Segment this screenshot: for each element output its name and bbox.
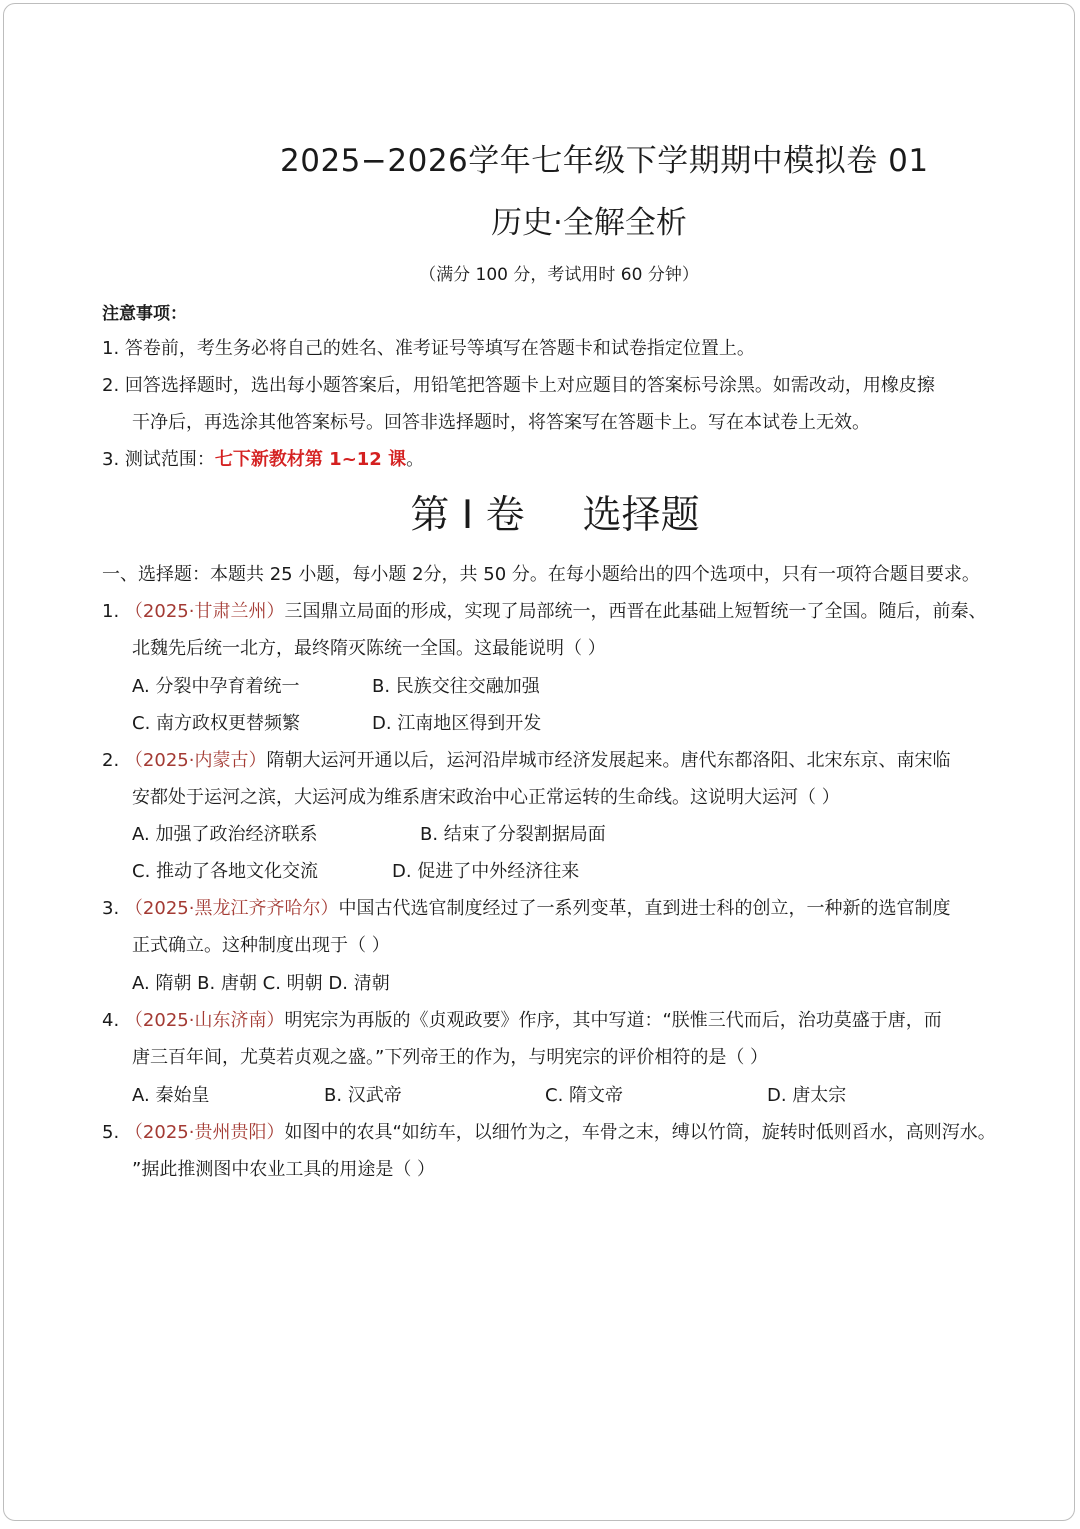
- question-source: （2025·内蒙古）: [124, 750, 267, 771]
- question-5-line-1: [102, 1120, 996, 1146]
- exam-title: 2025−2026学年七年级下学期期中模拟卷 01: [280, 143, 929, 179]
- question-text: 隋朝大运河开通以后，运河沿岸城市经济发展起来。唐代东都洛阳、北宋东京、南宋临: [266, 750, 951, 771]
- question-source: （2025·黑龙江齐齐哈尔）: [124, 898, 339, 919]
- question-source: （2025·山东济南）: [124, 1010, 285, 1031]
- question-number: 2.: [102, 750, 120, 771]
- question-number: 3.: [102, 898, 120, 919]
- question-number: 5.: [102, 1122, 120, 1143]
- question-text: 中国古代选官制度经过了一系列变革，直到进士科的创立，一种新的选官制度: [338, 898, 951, 919]
- question-2-line-2: 安都处于运河之滨，大运河成为维系唐宋政治中心正常运转的生命线。这说明大运河（ ）: [132, 787, 840, 808]
- question-1-option-b: B. 民族交往交融加强: [372, 676, 540, 697]
- question-1-line-1: [102, 599, 986, 625]
- question-2-option-d: D. 促进了中外经济往来: [392, 861, 580, 882]
- question-1-option-d: D. 江南地区得到开发: [372, 713, 542, 734]
- question-4-option-a: A. 秦始皇: [132, 1085, 210, 1106]
- notice-item-3-prefix: 3. 测试范围：: [102, 449, 215, 470]
- question-3-line-1: [102, 896, 950, 922]
- question-4-option-c: C. 隋文帝: [545, 1085, 624, 1106]
- question-4-option-b: B. 汉武帝: [324, 1085, 402, 1106]
- exam-info: （满分 100 分，考试用时 60 分钟）: [419, 265, 699, 285]
- question-4-line-2: 唐三百年间，尤莫若贞观之盛。”下列帝王的作为，与明宪宗的评价相符的是（ ）: [132, 1047, 769, 1068]
- exam-page: [3, 3, 1075, 1521]
- question-4-line-1: [102, 1008, 942, 1034]
- question-5-line-2: ”据此推测图中农业工具的用途是（ ）: [132, 1159, 436, 1180]
- question-2-option-b: B. 结束了分裂割据局面: [420, 824, 606, 845]
- question-number: 4.: [102, 1010, 120, 1031]
- question-3-line-2: 正式确立。这种制度出现于（ ）: [132, 935, 390, 956]
- notice-item-2-line-1: 2. 回答选择题时，选出每小题答案后，用铅笔把答题卡上对应题目的答案标号涂黑。如需改动，用橡皮擦: [102, 375, 935, 396]
- notice-item-2-line-2: 干净后，再选涂其他答案标号。回答非选择题时，将答案写在答题卡上。写在本试卷上无效。: [132, 412, 870, 433]
- question-number: 1.: [102, 601, 120, 622]
- question-text: 如图中的农具“如纺车，以细竹为之，车骨之末，缚以竹筒，旋转时低则舀水，高则泻水。: [284, 1122, 996, 1143]
- notice-item-3-suffix: 。: [406, 449, 425, 470]
- section-part: 第 Ⅰ 卷: [410, 493, 525, 538]
- question-source: （2025·贵州贵阳）: [124, 1122, 285, 1143]
- notice-item-1: 1. 答卷前，考生务必将自己的姓名、准考证号等填写在答题卡和试卷指定位置上。: [102, 338, 755, 359]
- test-scope: 七下新教材第 1~12 课: [214, 449, 407, 470]
- exam-subtitle: 历史·全解全析: [491, 205, 687, 241]
- notice-item-3: [102, 447, 424, 473]
- question-1-line-2: 北魏先后统一北方，最终隋灭陈统一全国。这最能说明（ ）: [132, 638, 606, 659]
- question-2-option-a: A. 加强了政治经济联系: [132, 824, 318, 845]
- question-4-option-d: D. 唐太宗: [767, 1085, 847, 1106]
- section-name: 选择题: [582, 493, 700, 538]
- notice-heading: 注意事项：: [102, 304, 187, 324]
- question-1-option-c: C. 南方政权更替频繁: [132, 713, 301, 734]
- question-text: 明宪宗为再版的《贞观政要》作序，其中写道：“朕惟三代而后，治功莫盛于唐，而: [284, 1010, 942, 1031]
- section-instructions: 一、选择题：本题共 25 小题，每小题 2分，共 50 分。在每小题给出的四个选项中，只有一项符合题目要求。: [102, 564, 980, 585]
- question-3-options: A. 隋朝 B. 唐朝 C. 明朝 D. 清朝: [132, 973, 390, 994]
- section-heading: [4, 484, 1074, 540]
- question-2-option-c: C. 推动了各地文化交流: [132, 861, 319, 882]
- question-text: 三国鼎立局面的形成，实现了局部统一，西晋在此基础上短暂统一了全国。随后，前秦、: [284, 601, 987, 622]
- question-2-line-1: [102, 748, 950, 774]
- question-source: （2025·甘肃兰州）: [124, 601, 285, 622]
- question-1-option-a: A. 分裂中孕育着统一: [132, 676, 300, 697]
